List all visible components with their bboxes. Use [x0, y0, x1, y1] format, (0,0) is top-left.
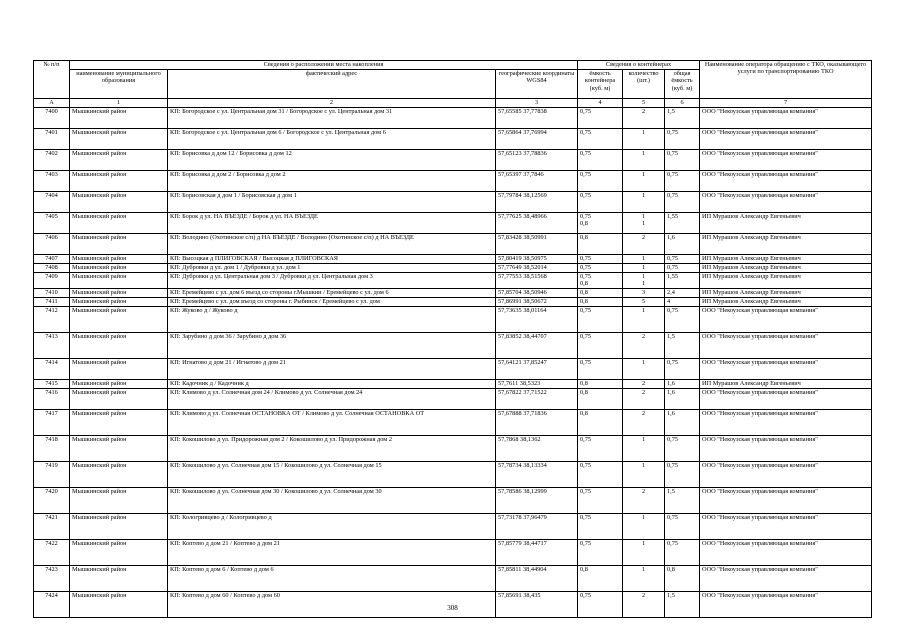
row-operator: ООО "Некоузская управляющая компания" — [700, 435, 872, 461]
row-operator: ИП Мурашов Александр Евгеньевич — [700, 273, 872, 289]
row-capacity: 0,75 — [578, 171, 623, 192]
row-capacity: 0,75 — [578, 264, 623, 273]
row-total: 0,75 — [665, 150, 700, 171]
table-row — [34, 513, 872, 539]
table-row — [34, 213, 872, 234]
row-capacity: 0,75 — [578, 129, 623, 150]
row-coords: 57,65397 37,7846 — [496, 171, 578, 192]
row-address: КП: Климово д ул. Солнечная дом 24 / Климово д ул. Солнечная дом 24 — [168, 388, 496, 409]
row-number: 7412 — [34, 306, 70, 332]
row-quantity: 1 — [623, 192, 665, 213]
table-row — [34, 108, 872, 129]
row-coords: 57,78586 38,12999 — [496, 487, 578, 513]
row-coords: 57,67888 37,71836 — [496, 409, 578, 435]
row-address: КП: Кокошилово д ул. Солнечная дом 15 / Кокошилово д ул. Солнечная дом 15 — [168, 461, 496, 487]
header-num: № п/п — [34, 61, 70, 99]
row-total: 1,55 — [665, 213, 700, 234]
row-municipality: Мышкинский район — [70, 379, 168, 388]
table-row — [34, 306, 872, 332]
table-row — [34, 288, 872, 297]
colnum-1: 1 — [70, 99, 168, 108]
row-number: 7422 — [34, 539, 70, 565]
table-row — [34, 409, 872, 435]
row-municipality: Мышкинский район — [70, 297, 168, 306]
header-address: фактический адрес — [168, 70, 496, 99]
row-number: 7410 — [34, 288, 70, 297]
row-total: 0,75 — [665, 306, 700, 332]
row-municipality: Мышкинский район — [70, 213, 168, 234]
row-address: КП: Богородское с ул. Центральная дом 6 / Богородское с ул. Центральная дом 6 — [168, 129, 496, 150]
row-address: КП: Борок д ул. НА ВЪЕЗДЕ / Борок д ул. НА ВЪЕЗДЕ — [168, 213, 496, 234]
row-total: 1,5 — [665, 108, 700, 129]
table-row — [34, 129, 872, 150]
row-operator: ООО "Некоузская управляющая компания" — [700, 332, 872, 358]
row-address: КП: Игнатово д дом 21 / Игнатово д дом 21 — [168, 358, 496, 379]
row-operator: ООО "Некоузская управляющая компания" — [700, 192, 872, 213]
row-quantity: 1 — [623, 435, 665, 461]
row-address: КП: Жуково д / Жуково д — [168, 306, 496, 332]
row-coords: 57,80419 38,50975 — [496, 255, 578, 264]
table-row — [34, 388, 872, 409]
table-row — [34, 150, 872, 171]
row-capacity: 0,75 — [578, 358, 623, 379]
row-operator: ООО "Некоузская управляющая компания" — [700, 358, 872, 379]
row-capacity: 0,75 — [578, 306, 623, 332]
row-number: 7418 — [34, 435, 70, 461]
row-quantity: 1 1 — [623, 273, 665, 289]
row-total: 1,6 — [665, 388, 700, 409]
row-operator: ИП Мурашов Александр Евгеньевич — [700, 288, 872, 297]
row-operator: ООО "Некоузская управляющая компания" — [700, 129, 872, 150]
row-number: 7408 — [34, 264, 70, 273]
colnum-a: А — [34, 99, 70, 108]
row-total: 0,75 — [665, 461, 700, 487]
row-total: 0,75 — [665, 129, 700, 150]
row-capacity: 0,75 — [578, 513, 623, 539]
header-quantity: количество (шт.) — [623, 70, 665, 99]
row-number: 7403 — [34, 171, 70, 192]
table-row — [34, 379, 872, 388]
row-quantity: 2 — [623, 108, 665, 129]
row-operator: ООО "Некоузская управляющая компания" — [700, 461, 872, 487]
row-coords: 57,78734 38,13334 — [496, 461, 578, 487]
row-coords: 57,85811 38,44904 — [496, 565, 578, 591]
row-operator: ООО "Некоузская управляющая компания" — [700, 539, 872, 565]
row-address: КП: Володино (Охотинское с/п) д НА ВЪЕЗДЕ / Володино (Охотинское с/п) д НА ВЪЕЗДЕ — [168, 234, 496, 255]
row-operator: ООО "Некоузская управляющая компания" — [700, 108, 872, 129]
row-municipality: Мышкинский район — [70, 487, 168, 513]
table-row — [34, 358, 872, 379]
row-number: 7411 — [34, 297, 70, 306]
header-capacity: ёмкость контейнера (куб. м) — [578, 70, 623, 99]
row-municipality: Мышкинский район — [70, 539, 168, 565]
table-row — [34, 192, 872, 213]
row-address: КП: Дубровки д ул. дом 1 / Дубровки д ул. дом 1 — [168, 264, 496, 273]
row-coords: 57,85704 38,50946 — [496, 288, 578, 297]
row-quantity: 1 — [623, 565, 665, 591]
row-number: 7414 — [34, 358, 70, 379]
row-quantity: 1 — [623, 129, 665, 150]
header-municipality: наименование муниципального образования — [70, 70, 168, 99]
row-total: 2,4 — [665, 288, 700, 297]
row-municipality: Мышкинский район — [70, 461, 168, 487]
row-operator: ООО "Некоузская управляющая компания" — [700, 150, 872, 171]
row-capacity: 0,8 — [578, 379, 623, 388]
row-capacity: 0,75 — [578, 591, 623, 617]
row-municipality: Мышкинский район — [70, 234, 168, 255]
row-address: КП: Борисовка д дом 2 / Борисовка д дом 2 — [168, 171, 496, 192]
header-group-containers: Сведения о контейнерах — [578, 61, 700, 70]
registry-table — [33, 60, 872, 618]
table-row — [34, 297, 872, 306]
table-row — [34, 487, 872, 513]
row-coords: 57,85691 38,435 — [496, 591, 578, 617]
row-total: 1,5 — [665, 487, 700, 513]
row-address: КП: Борисовская д дом 1 / Борисовская д дом 1 — [168, 192, 496, 213]
row-total: 0,75 — [665, 539, 700, 565]
row-number: 7405 — [34, 213, 70, 234]
row-number: 7407 — [34, 255, 70, 264]
row-coords: 57,73178 37,96479 — [496, 513, 578, 539]
colnum-6: 6 — [665, 99, 700, 108]
colnum-4: 4 — [578, 99, 623, 108]
row-quantity: 2 — [623, 234, 665, 255]
table-row — [34, 461, 872, 487]
row-number: 7402 — [34, 150, 70, 171]
row-total: 1,6 — [665, 234, 700, 255]
row-municipality: Мышкинский район — [70, 129, 168, 150]
row-municipality: Мышкинский район — [70, 288, 168, 297]
row-quantity: 1 — [623, 358, 665, 379]
row-total: 0,75 — [665, 192, 700, 213]
row-address: КП: Высоцкая д ПЛИГОВСКАЯ / Высоцкая д ПЛИГОВСКАЯ — [168, 255, 496, 264]
row-coords: 57,86991 38,50672 — [496, 297, 578, 306]
row-operator: ООО "Некоузская управляющая компания" — [700, 591, 872, 617]
row-quantity: 1 — [623, 513, 665, 539]
row-number: 7416 — [34, 388, 70, 409]
row-quantity: 1 — [623, 171, 665, 192]
row-quantity: 1 — [623, 539, 665, 565]
row-municipality: Мышкинский район — [70, 435, 168, 461]
row-capacity: 0,8 — [578, 388, 623, 409]
row-address: КП: Коптево д дом 21 / Коптево д дом 21 — [168, 539, 496, 565]
row-number: 7406 — [34, 234, 70, 255]
row-total: 0,75 — [665, 264, 700, 273]
row-operator: ООО "Некоузская управляющая компания" — [700, 171, 872, 192]
row-address: КП: Кокошилово д ул. Придорожная дом 2 / Кокошилово д ул. Придорожная дом 2 — [168, 435, 496, 461]
row-address: КП: Кокошилово д ул. Солнечная дом 30 / Кокошилово д ул. Солнечная дом 30 — [168, 487, 496, 513]
row-municipality: Мышкинский район — [70, 192, 168, 213]
row-operator: ИП Мурашов Александр Евгеньевич — [700, 264, 872, 273]
row-quantity: 2 — [623, 332, 665, 358]
row-number: 7409 — [34, 273, 70, 289]
row-address: КП: Зарубино д дом 36 / Зарубино д дом 36 — [168, 332, 496, 358]
page-number: 308 — [447, 604, 458, 612]
row-quantity: 1 — [623, 461, 665, 487]
row-capacity: 0,75 0,8 — [578, 213, 623, 234]
row-capacity: 0,75 — [578, 192, 623, 213]
row-coords: 57,65123 37,78836 — [496, 150, 578, 171]
row-number: 7423 — [34, 565, 70, 591]
table-row — [34, 273, 872, 289]
table-row — [34, 435, 872, 461]
row-operator: ООО "Некоузская управляющая компания" — [700, 565, 872, 591]
row-total: 0,75 — [665, 171, 700, 192]
row-number: 7421 — [34, 513, 70, 539]
row-municipality: Мышкинский район — [70, 513, 168, 539]
row-operator: ИП Мурашов Александр Евгеньевич — [700, 297, 872, 306]
row-number: 7415 — [34, 379, 70, 388]
column-number-row — [34, 99, 872, 108]
row-address: КП: Кологривцево д / Кологривцево д — [168, 513, 496, 539]
row-quantity: 2 — [623, 379, 665, 388]
row-number: 7417 — [34, 409, 70, 435]
table-row — [34, 332, 872, 358]
row-capacity: 0,75 — [578, 150, 623, 171]
row-capacity: 0,75 — [578, 435, 623, 461]
table-row — [34, 255, 872, 264]
row-coords: 57,64121 37,85247 — [496, 358, 578, 379]
row-total: 0,75 — [665, 435, 700, 461]
header-total: общая ёмкость (куб. м) — [665, 70, 700, 99]
row-number: 7400 — [34, 108, 70, 129]
row-coords: 57,85779 38,44717 — [496, 539, 578, 565]
row-municipality: Мышкинский район — [70, 358, 168, 379]
colnum-2: 2 — [168, 99, 496, 108]
row-total: 4 — [665, 297, 700, 306]
row-quantity: 2 — [623, 487, 665, 513]
row-coords: 57,73635 38,01164 — [496, 306, 578, 332]
row-capacity: 0,75 — [578, 539, 623, 565]
row-coords: 57,83428 38,50991 — [496, 234, 578, 255]
row-coords: 57,7611 38,5323 — [496, 379, 578, 388]
row-operator: ООО "Некоузская управляющая компания" — [700, 409, 872, 435]
row-quantity: 1 — [623, 150, 665, 171]
row-municipality: Мышкинский район — [70, 171, 168, 192]
row-address: КП: Коптево д дом 6 / Коптево д дом 6 — [168, 565, 496, 591]
row-total: 1,6 — [665, 409, 700, 435]
row-municipality: Мышкинский район — [70, 409, 168, 435]
header-group-place: Сведения о расположении места накопления — [70, 61, 578, 70]
row-total: 0,8 — [665, 565, 700, 591]
row-capacity: 0,75 0,8 — [578, 273, 623, 289]
row-address: КП: Коптево д дом 60 / Коптево д дом 60 — [168, 591, 496, 617]
row-municipality: Мышкинский район — [70, 264, 168, 273]
row-coords: 57,77649 38,52014 — [496, 264, 578, 273]
row-operator: ООО "Некоузская управляющая компания" — [700, 306, 872, 332]
row-address: КП: Дубровки д ул. Центральная дом 3 / Дубровки д ул. Центральная дом 3 — [168, 273, 496, 289]
row-operator: ООО "Некоузская управляющая компания" — [700, 513, 872, 539]
row-capacity: 0,8 — [578, 565, 623, 591]
row-coords: 57,67822 37,71522 — [496, 388, 578, 409]
row-quantity: 1 — [623, 306, 665, 332]
row-quantity: 5 — [623, 297, 665, 306]
row-capacity: 0,75 — [578, 255, 623, 264]
row-quantity: 2 — [623, 591, 665, 617]
row-quantity: 1 — [623, 264, 665, 273]
row-capacity: 0,75 — [578, 461, 623, 487]
row-municipality: Мышкинский район — [70, 273, 168, 289]
row-number: 7413 — [34, 332, 70, 358]
row-address: КП: Еремейцево с ул. дом въезд со стороны г. Рыбинск / Еремейцево с ул. дом — [168, 297, 496, 306]
row-quantity: 2 — [623, 388, 665, 409]
row-municipality: Мышкинский район — [70, 591, 168, 617]
row-coords: 57,83852 38,44707 — [496, 332, 578, 358]
row-total: 0,75 — [665, 513, 700, 539]
colnum-7: 7 — [700, 99, 872, 108]
row-coords: 57,7868 38,1362 — [496, 435, 578, 461]
header-operator: Наименование оператора обращению с ТКО, оказывающего услуги по транспортированию ТКО — [700, 61, 872, 99]
row-capacity: 0,75 — [578, 108, 623, 129]
row-coords: 57,65864 37,76994 — [496, 129, 578, 150]
row-number: 7420 — [34, 487, 70, 513]
row-municipality: Мышкинский район — [70, 565, 168, 591]
row-coords: 57,77625 38,48966 — [496, 213, 578, 234]
table-row — [34, 264, 872, 273]
row-total: 1,6 — [665, 379, 700, 388]
row-municipality: Мышкинский район — [70, 150, 168, 171]
row-number: 7401 — [34, 129, 70, 150]
row-quantity: 1 — [623, 255, 665, 264]
row-operator: ИП Мурашов Александр Евгеньевич — [700, 234, 872, 255]
colnum-5: 5 — [623, 99, 665, 108]
row-number: 7424 — [34, 591, 70, 617]
row-municipality: Мышкинский район — [70, 306, 168, 332]
row-operator: ИП Мурашов Александр Евгеньевич — [700, 213, 872, 234]
row-total: 0,75 — [665, 255, 700, 264]
row-capacity: 0,75 — [578, 487, 623, 513]
row-quantity: 3 — [623, 288, 665, 297]
table-row — [34, 171, 872, 192]
row-municipality: Мышкинский район — [70, 388, 168, 409]
row-capacity: 0,75 — [578, 332, 623, 358]
row-number: 7419 — [34, 461, 70, 487]
header-coords: географические координаты WGS84 — [496, 70, 578, 99]
table-row — [34, 565, 872, 591]
row-coords: 57,77553 38,51568 — [496, 273, 578, 289]
row-address: КП: Кадочник д / Кадочник д — [168, 379, 496, 388]
row-address: КП: Еремейцево с ул. дом 6 въезд со стороны г.Мышкин / Еремейцево с ул. дом 6 — [168, 288, 496, 297]
row-total: 1,5 — [665, 332, 700, 358]
row-total: 1,5 — [665, 591, 700, 617]
row-address: КП: Климово д ул. Солнечная ОСТАНОВКА ОТ / Климово д ул. Солнечная ОСТАНОВКА ОТ — [168, 409, 496, 435]
row-address: КП: Богородское с ул. Центральная дом 31 / Богородское с ул. Центральная дом 31 — [168, 108, 496, 129]
row-coords: 57,79784 38,12569 — [496, 192, 578, 213]
table-row — [34, 234, 872, 255]
row-municipality: Мышкинский район — [70, 108, 168, 129]
row-operator: ИП Мурашов Александр Евгеньевич — [700, 255, 872, 264]
colnum-3: 3 — [496, 99, 578, 108]
row-operator: ООО "Некоузская управляющая компания" — [700, 388, 872, 409]
row-capacity: 0,8 — [578, 409, 623, 435]
row-address: КП: Борисовка д дом 12 / Борисовка д дом 12 — [168, 150, 496, 171]
row-quantity: 2 — [623, 409, 665, 435]
row-number: 7404 — [34, 192, 70, 213]
row-total: 0,75 — [665, 358, 700, 379]
row-capacity: 0,8 — [578, 234, 623, 255]
row-municipality: Мышкинский район — [70, 255, 168, 264]
row-operator: ООО "Некоузская управляющая компания" — [700, 487, 872, 513]
row-capacity: 0,8 — [578, 288, 623, 297]
row-quantity: 1 1 — [623, 213, 665, 234]
row-total: 1,55 — [665, 273, 700, 289]
row-municipality: Мышкинский район — [70, 332, 168, 358]
row-capacity: 0,8 — [578, 297, 623, 306]
table-row — [34, 539, 872, 565]
row-operator: ИП Мурашов Александр Евгеньевич — [700, 379, 872, 388]
row-coords: 57,65585 37,77838 — [496, 108, 578, 129]
